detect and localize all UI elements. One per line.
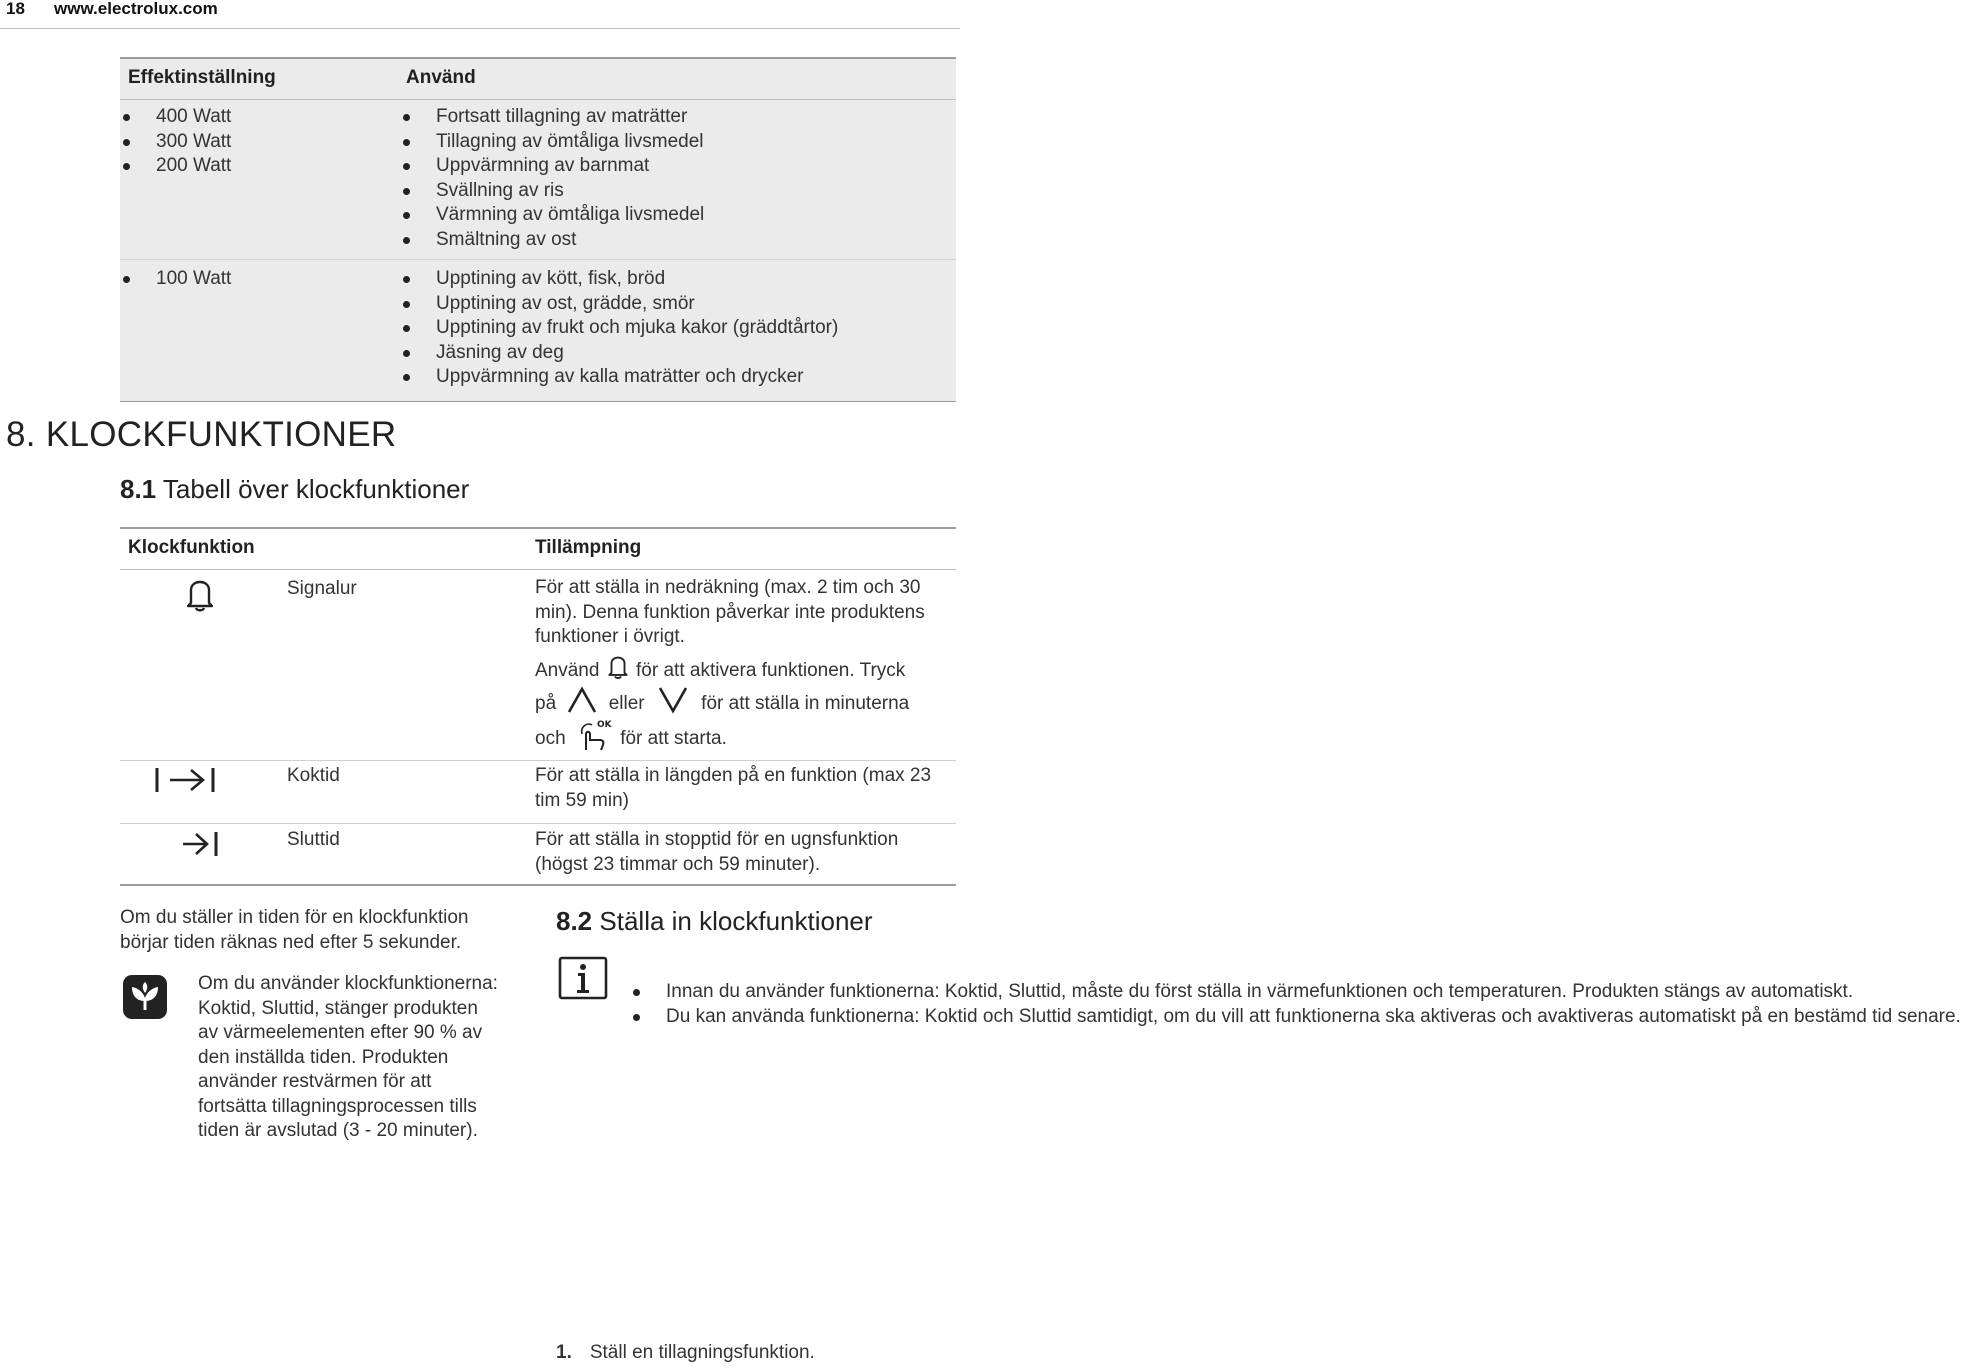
page-number: 18 [6,0,25,18]
touch-ok-icon [575,718,611,760]
list-item: Uppvärmning av kalla maträtter och drycker [400,365,838,390]
power-settings-list [120,267,231,292]
section-title [6,415,396,455]
power-uses-list [400,105,704,252]
col-header-application: Tillämpning [535,537,642,558]
clock-table-header [120,527,956,570]
table-row [120,761,956,824]
instruction-text: Använd [535,659,600,681]
list-item: Upptining av kött, fisk, bröd [400,267,838,292]
subsection-title-text: Ställa in klockfunktioner [599,906,873,936]
arrow-to-bar-both-icon [154,765,216,800]
bell-icon [182,578,218,617]
power-settings-list [120,105,231,179]
header-url: www.electrolux.com [54,0,218,18]
power-table-header [120,57,956,100]
svg-text:OK: OK [596,720,612,730]
info-list [630,980,1961,1029]
list-item: 100 Watt [120,267,231,292]
list-item: Innan du använder funktionerna: Koktid, Sluttid, måste du först ställa in värmefunktionen och temperaturen. Produkten stängs av automatiskt. [630,980,950,1005]
subsection-title [556,906,873,937]
chevron-down-icon [656,686,690,722]
list-item: Jäsning av deg [400,341,838,366]
bell-icon [605,654,631,688]
countdown-paragraph: Om du ställer in tiden för en klockfunktion börjar tiden räknas ned efter 5 sekunder. [120,907,469,953]
eco-note: Om du använder klockfunktionerna: Koktid, Sluttid, stänger produkten av värmeelementen efter 90 % av den inställda tiden. Produkten använder restvärmen för att fortsätta tillagningsprocessen tills tiden är avslutad (3 - 20 minuter). [198,973,498,1141]
function-description: För att ställa in nedräkning (max. 2 tim och 30 min). Denna funktion påverkar inte produktens funktioner i övrigt. [535,577,925,647]
list-item: Värmning av ömtåliga livsmedel [400,203,704,228]
instruction-text: och [535,727,566,749]
info-icon [558,956,608,1005]
power-table-row [120,259,956,402]
eco-icon [122,974,168,1025]
chevron-up-icon [565,686,599,722]
power-uses-list [400,267,838,390]
list-item: Tillagning av ömtåliga livsmedel [400,130,704,155]
step-item [556,1342,815,1364]
list-item: 300 Watt [120,130,231,155]
section-number: 8. [6,415,36,454]
function-name: Signalur [287,578,357,599]
instruction-text: för att ställa in minuterna [701,692,910,714]
list-item: 400 Watt [120,105,231,130]
instruction-line [535,718,727,760]
instruction-text: för att starta. [620,727,727,749]
col-header-function: Klockfunktion [128,537,255,558]
section-title-text: KLOCKFUNKTIONER [45,415,397,454]
instruction-line [535,654,905,688]
instruction-text: på [535,692,557,714]
table-row [120,824,956,886]
col-header-setting: Effektinställning [128,67,276,88]
instruction-text: eller [608,692,645,714]
function-name: Koktid [287,765,340,786]
list-item: Smältning av ost [400,228,704,253]
function-description: För att ställa in stopptid för en ugnsfunktion (högst 23 timmar och 59 minuter). [535,829,899,875]
table-row [120,568,956,761]
power-table-row [120,100,956,259]
subsection-title [120,474,469,505]
arrow-to-bar-icon [180,829,220,864]
list-item: Fortsatt tillagning av maträtter [400,105,704,130]
list-item: Upptining av ost, grädde, smör [400,292,838,317]
subsection-number: 8.2 [556,906,593,936]
col-header-use: Använd [406,67,476,88]
function-description: För att ställa in längden på en funktion (max 23 tim 59 min) [535,765,932,811]
subsection-number: 8.1 [120,474,157,504]
instruction-line [535,686,909,722]
list-item: Svällning av ris [400,179,704,204]
list-item: Upptining av frukt och mjuka kakor (gräddtårtor) [400,316,838,341]
header-divider [0,28,960,29]
step-text: Ställ en tillagningsfunktion. [589,1342,815,1363]
instruction-text: för att aktivera funktionen. Tryck [636,659,906,681]
function-name: Sluttid [287,829,340,850]
step-number: 1. [556,1342,572,1363]
list-item: 200 Watt [120,154,231,179]
subsection-title-text: Tabell över klockfunktioner [162,474,470,504]
list-item: Uppvärmning av barnmat [400,154,704,179]
list-item: Du kan använda funktionerna: Koktid och Sluttid samtidigt, om du vill att funktionerna ska aktiveras och avaktiveras automatiskt på en bestämd tid senare. [630,1005,950,1030]
